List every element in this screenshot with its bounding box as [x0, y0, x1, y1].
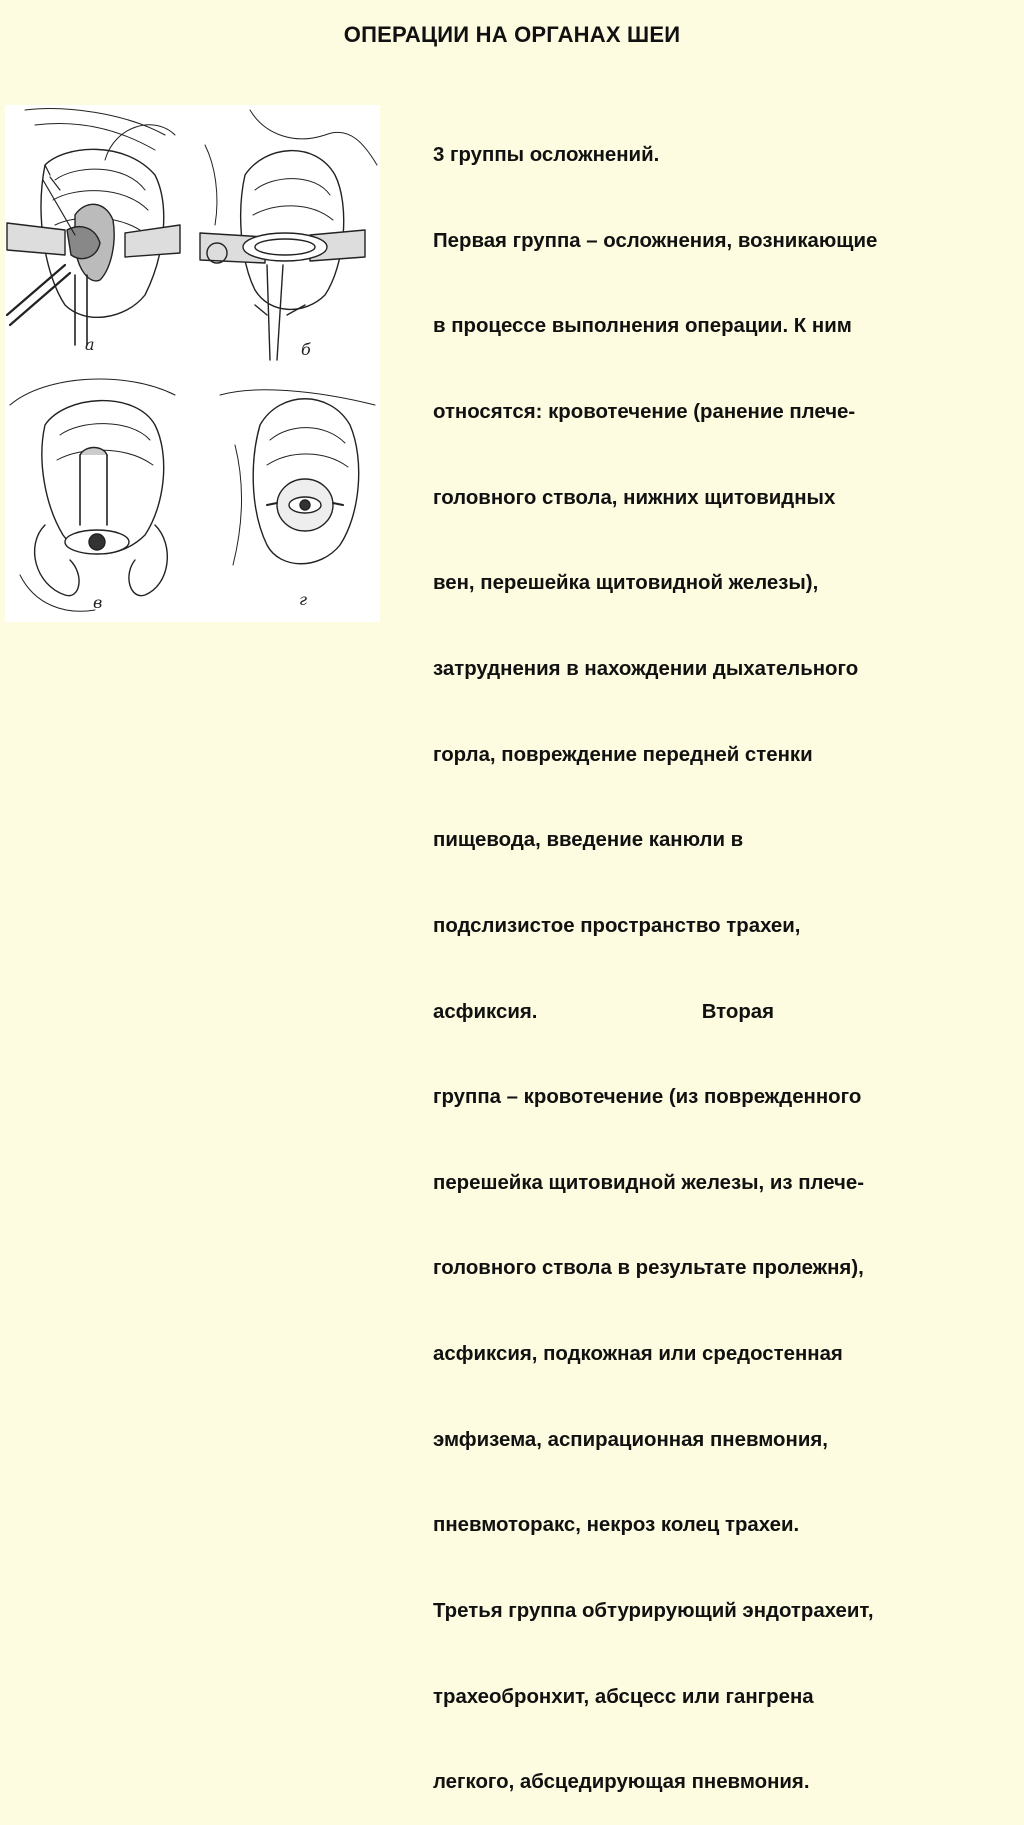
text-line: эмфизема, аспирационная пневмония, — [433, 1428, 828, 1451]
panel-d-drawing — [220, 390, 375, 609]
text-line: асфиксия, подкожная или средостенная — [433, 1343, 843, 1366]
text-line: пневмоторакс, некроз колец трахеи. — [433, 1514, 800, 1537]
text-line: затруднения в нахождении дыхательного — [433, 657, 859, 680]
text-line: перешейка щитовидной железы, из плече- — [433, 1171, 865, 1194]
text-line: 3 группы осложнений. — [433, 144, 660, 167]
text-line: группа – кровотечение (из поврежденного — [433, 1086, 862, 1109]
text-line: пищевода, введение канюли в — [433, 829, 744, 852]
panel-c-drawing — [10, 379, 175, 612]
text-line: Третья группа обтурирующий эндотрахеит, — [433, 1599, 874, 1622]
text-line: вен, перешейка щитовидной железы), — [433, 572, 819, 595]
text-line: трахеобронхит, абсцесс или гангрена — [433, 1685, 814, 1708]
slide-title: ОПЕРАЦИИ НА ОРГАНАХ ШЕИ — [343, 22, 681, 47]
panel-b-drawing — [200, 110, 377, 360]
panel-label-b: б — [301, 340, 311, 359]
text-line: головного ствола, нижних щитовидных — [433, 486, 836, 509]
text-line: асфиксия. Вторая — [433, 1000, 775, 1023]
panel-label-c: в — [93, 593, 103, 612]
text-line: головного ствола в результате пролежня), — [433, 1257, 864, 1280]
text-line: горла, повреждение передней стенки — [433, 743, 813, 766]
panel-label-a: а — [85, 335, 95, 354]
text-line: в процессе выполнения операции. К ним — [433, 315, 852, 338]
text-line: относятся: кровотечение (ранение плече- — [433, 401, 856, 424]
panel-a-drawing — [7, 109, 180, 354]
complications-text — [433, 84, 993, 1825]
surgical-illustration — [5, 105, 380, 622]
text-line: Первая группа – осложнения, возникающие — [433, 229, 878, 252]
panel-label-d: г — [299, 590, 308, 609]
text-line: легкого, абсцедирующая пневмония. — [433, 1771, 810, 1794]
text-line: подслизистое пространство трахеи, — [433, 914, 801, 937]
